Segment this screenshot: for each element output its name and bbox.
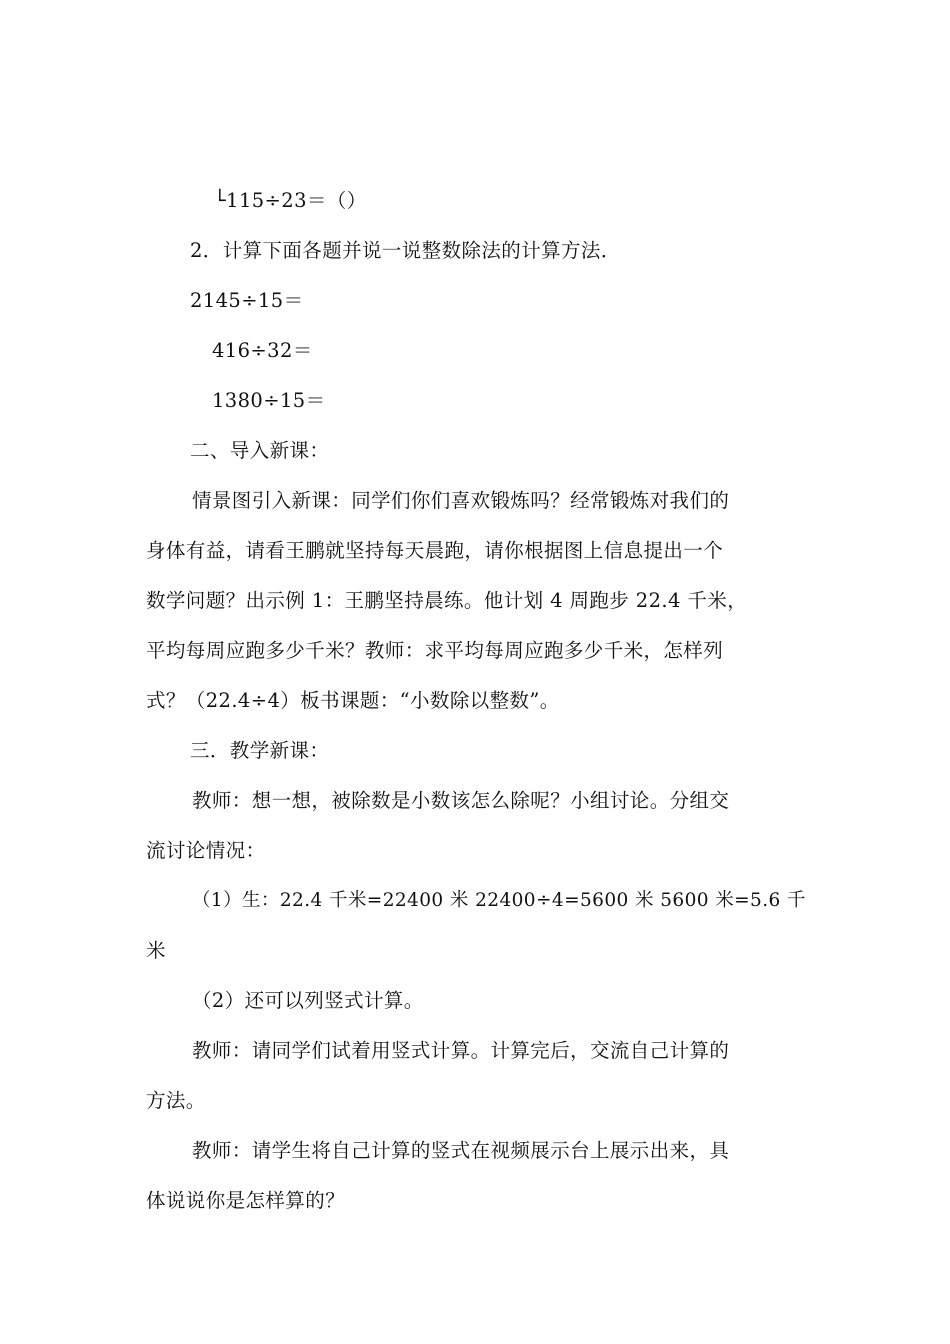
paragraph-line: 平均每周应跑多少千米？教师：求平均每周应跑多少千米，怎样列: [146, 639, 724, 662]
paragraph-line: 身体有益，请看王鹏就坚持每天晨跑，请你根据图上信息提出一个: [146, 539, 724, 562]
exercise-heading: 2．计算下面各题并说一说整数除法的计算方法．: [190, 239, 621, 262]
paragraph-line: 方法。: [146, 1089, 206, 1112]
paragraph-line: 米: [146, 939, 166, 962]
exercise-line: 416÷32＝: [212, 339, 313, 362]
section-heading: 三．教学新课：: [190, 739, 330, 762]
paragraph-line: 流讨论情况：: [146, 839, 266, 862]
exercise-line: 1380÷15＝: [212, 389, 326, 412]
exercise-line: └115÷23＝（）: [214, 189, 367, 212]
section-heading: 二、导入新课：: [190, 439, 330, 462]
paragraph-line: 教师：请同学们试着用竖式计算。计算完后，交流自己计算的: [192, 1039, 730, 1062]
paragraph-line: 情景图引入新课：同学们你们喜欢锻炼吗？经常锻炼对我们的: [192, 489, 730, 512]
paragraph-line: 体说说你是怎样算的？: [146, 1189, 346, 1212]
exercise-line: 2145÷15＝: [190, 289, 304, 312]
paragraph-line: （1）生：22.4 千米=22400 米 22400÷4=5600 米 5600 米=5.6 千: [192, 890, 806, 911]
paragraph-line: （2）还可以列竖式计算。: [192, 989, 424, 1012]
paragraph-line: 数学问题？出示例 1：王鹏坚持晨练。他计划 4 周跑步 22.4 千米，: [146, 589, 748, 612]
paragraph-line: 教师：想一想，被除数是小数该怎么除呢？小组讨论。分组交: [192, 789, 730, 812]
paragraph-line: 式？（22.4÷4）板书课题：“小数除以整数”。: [146, 689, 560, 712]
paragraph-line: 教师：请学生将自己计算的竖式在视频展示台上展示出来，具: [192, 1139, 730, 1162]
